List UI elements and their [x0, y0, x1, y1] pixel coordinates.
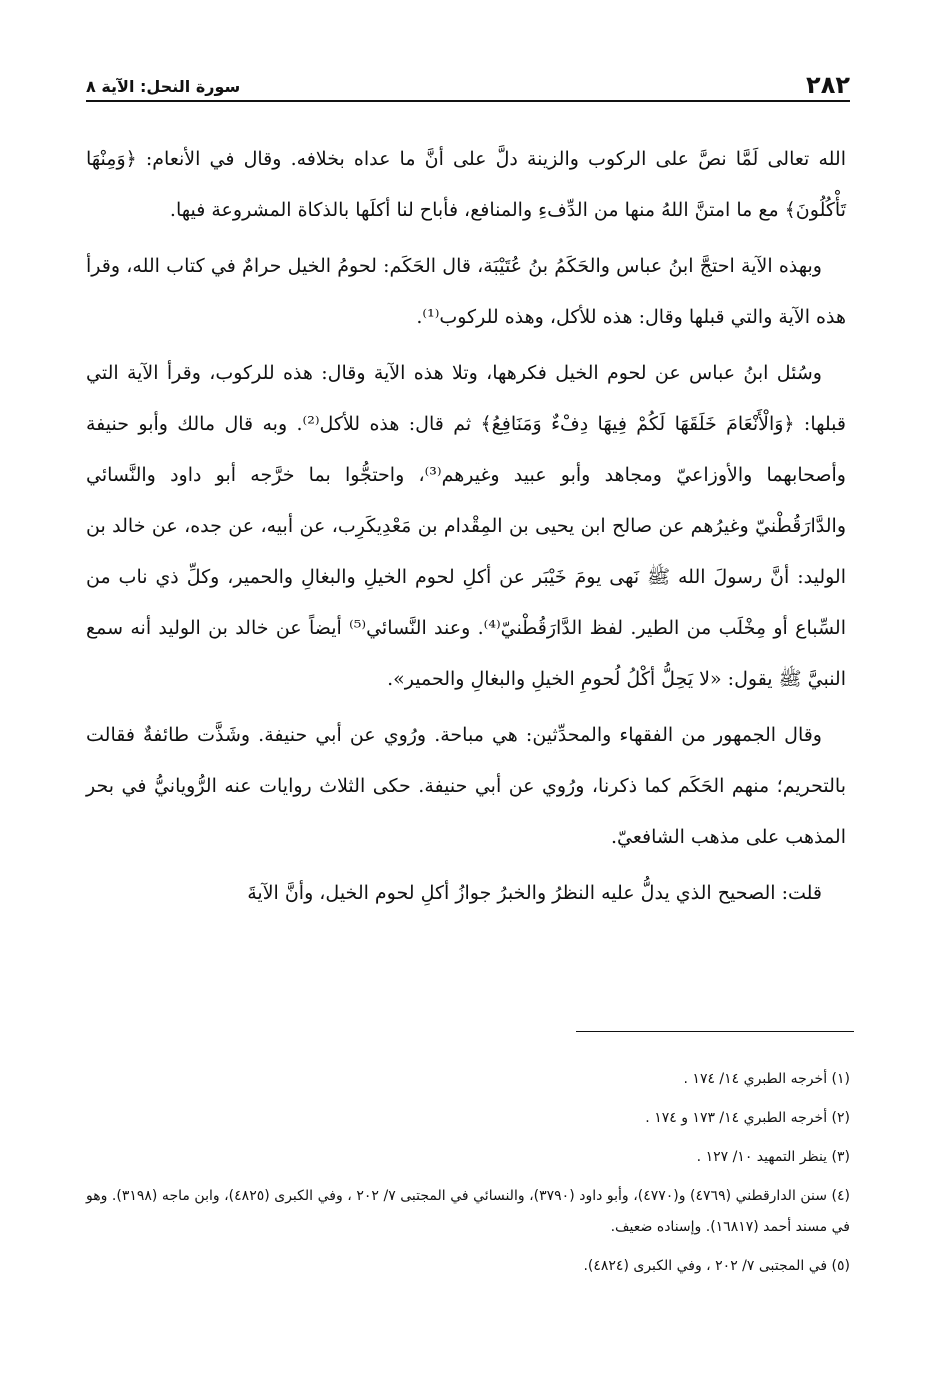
paragraph-4: وقال الجمهور من الفقهاء والمحدِّثين: هي مباحة. ورُوي عن أبي حنيفة. وشَذَّت طائفةٌ فقالت بالتحريم؛ منهم الحَكَم كما ذكرنا، ورُوي عن أبي حنيفة. حكى الثلاث روايات عنه الرُّويانيُّ في بحر المذهب على مذهب الشافعيّ. — [86, 724, 846, 848]
footnote-separator — [576, 1031, 854, 1032]
page-header — [86, 60, 850, 100]
paragraph-2: وبهذه الآية احتجَّ ابنُ عباس والحَكَمُ بنُ عُتَيْبَة، قال الحَكَم: لحومُ الخيل حرامٌ في كتاب الله، وقرأ هذه الآية والتي قبلها وقال: هذه للأكل، وهذه للركوب⁽¹⁾. — [86, 255, 846, 328]
footnotes — [86, 1064, 850, 1290]
header-rule — [86, 100, 850, 102]
main-text — [86, 134, 846, 994]
footnote-2: (٢) أخرجه الطبري ١٤/ ١٧٣ و ١٧٤ . — [645, 1110, 850, 1126]
paragraph-3: وسُئل ابنُ عباس عن لحوم الخيل فكرهها، وتلا هذه الآية وقال: هذه للركوب، وقرأ الآية التي قبلها: ﴿وَالْأَنْعَامَ خَلَقَهَا لَكُمْ فِيهَا دِفْءٌ وَمَنَافِعُ﴾ ثم قال: هذه للأكل⁽²⁾. وبه قال مالك وأبو حنيفة وأصحابهما والأوزاعيّ ومجاهد وأبو عبيد وغيرهم⁽³⁾، واحتجُّوا بما خرَّجه أبو داود والنَّسائي والدَّارَقُطْنيّ وغيرُهم عن صالح ابن يحيى بن المِقْدام بن مَعْدِيكَرِب، عن أبيه، عن جده، عن خالد بن الوليد: أنَّ رسولَ الله ﷺ نَهى يومَ خَيْبَر عن أكلِ لحوم الخيلِ والبغالِ والحمير، وكلِّ ذي ناب من السِّباع أو مِخْلَب من الطير. لفظ الدَّارَقُطْنيّ⁽⁴⁾. وعند النَّسائي⁽⁵⁾ أيضاً عن خالد بن الوليد أنه سمع النبيَّ ﷺ يقول: «لا يَحِلُّ أكْلُ لُحومِ الخيلِ والبغالِ والحمير». — [86, 362, 846, 690]
footnote-3: (٣) ينظر التمهيد ١٠/ ١٢٧ . — [696, 1149, 850, 1165]
paragraph-5: قلت: الصحيح الذي يدلُّ عليه النظرُ والخبرُ جوازُ أكلِ لحوم الخيل، وأنَّ الآيةَ — [247, 882, 822, 904]
footnote-1: (١) أخرجه الطبري ١٤/ ١٧٤ . — [683, 1071, 850, 1087]
running-title: سورة النحل: الآية ٨ — [86, 77, 241, 96]
footnote-4: (٤) سنن الدارقطني (٤٧٦٩) و(٤٧٧٠)، وأبو داود (٣٧٩٠)، والنسائي في المجتبى ٧/ ٢٠٢ ، وفي الكبرى (٤٨٢٥)، وابن ماجه (٣١٩٨). وهو في مسند أحمد (١٦٨١٧). وإسناده ضعيف. — [86, 1188, 851, 1235]
paragraph-1: الله تعالى لَمَّا نصَّ على الركوب والزينة دلَّ على أنَّ ما عداه بخلافه. وقال في الأنعام: ﴿وَمِنْهَا تَأْكُلُونَ﴾ مع ما امتنَّ اللهُ منها من الدِّفءِ والمنافع، فأباح لنا أكلَها بالذكاة المشروعة فيها. — [86, 148, 846, 221]
footnote-5: (٥) في المجتبى ٧/ ٢٠٢ ، وفي الكبرى (٤٨٢٤). — [583, 1258, 850, 1274]
page-number: ٢٨٢ — [806, 71, 850, 99]
